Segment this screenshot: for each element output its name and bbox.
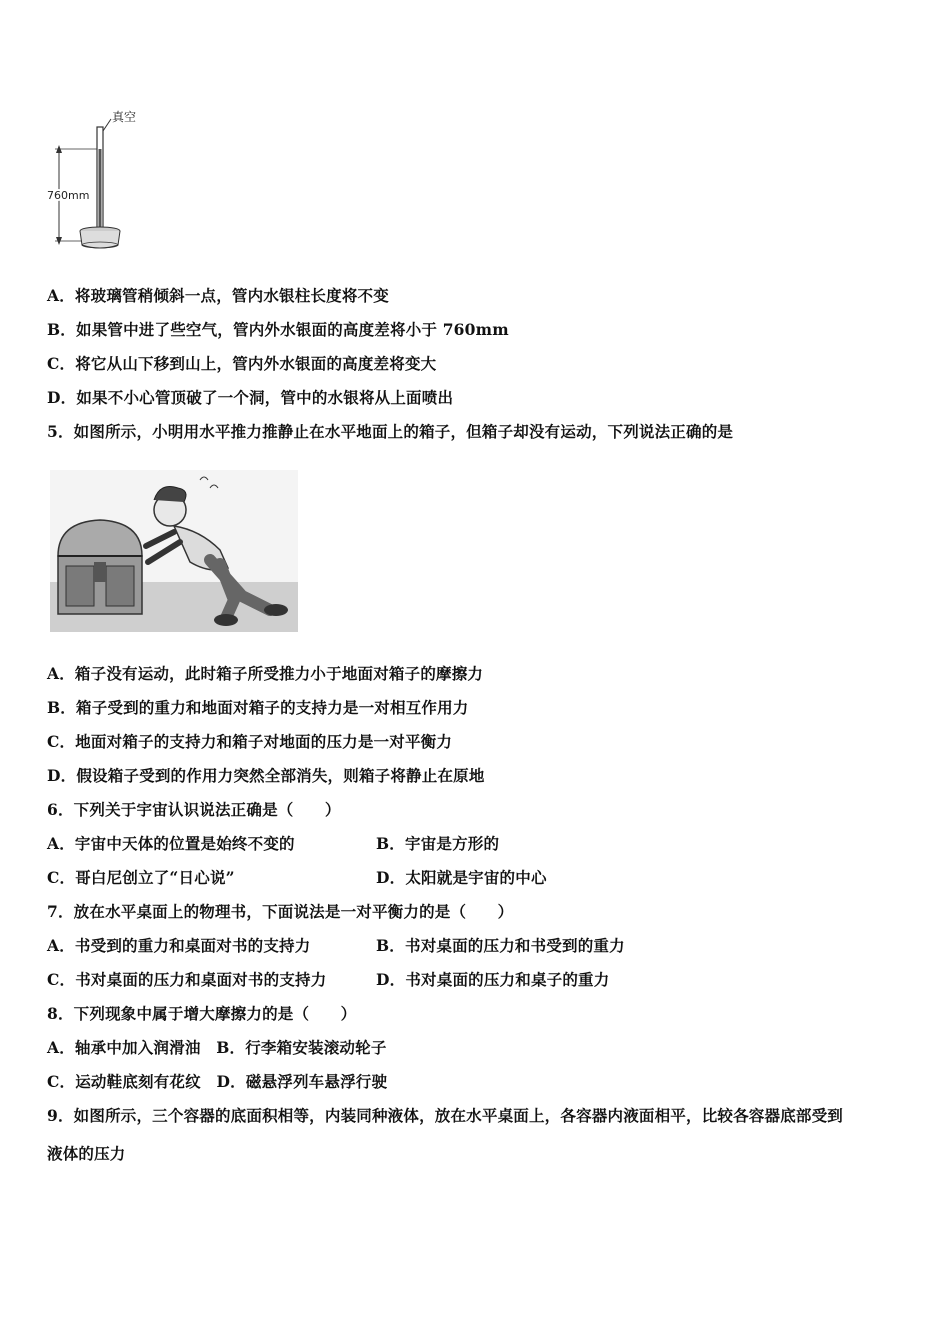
q4-option-d: D．如果不小心管顶破了一个洞，管中的水银将从上面喷出	[47, 388, 454, 407]
height-label: 760mm	[47, 189, 90, 202]
q7-stem: 7．放在水平桌面上的物理书，下面说法是一对平衡力的是（ ）	[47, 902, 514, 921]
q4-option-b: B．如果管中进了些空气，管内外水银面的高度差将小于 760mm	[47, 320, 509, 339]
q6-option-c: C．哥白尼创立了“日心说”	[47, 868, 235, 887]
q8-options-ab: A．轴承中加入润滑油 B．行李箱安装滚动轮子	[47, 1038, 387, 1057]
q9-stem-line2: 液体的压力	[47, 1144, 126, 1163]
q4-option-a: A．将玻璃管稍倾斜一点，管内水银柱长度将不变	[47, 286, 389, 305]
q9-stem-line1: 9．如图所示，三个容器的底面积相等，内装同种液体，放在水平桌面上，各容器内液面相平，比较各容器底部受到	[47, 1106, 843, 1125]
boy-pushing-box-figure	[50, 470, 298, 632]
q7-option-c: C．书对桌面的压力和桌面对书的支持力	[47, 970, 327, 989]
q6-option-b: B．宇宙是方形的	[376, 834, 500, 853]
q8-options-cd: C．运动鞋底刻有花纹 D．磁悬浮列车悬浮行驶	[47, 1072, 388, 1091]
q5-option-d: D．假设箱子受到的作用力突然全部消失，则箱子将静止在原地	[47, 766, 485, 785]
q7-option-b: B．书对桌面的压力和书受到的重力	[376, 936, 625, 955]
q6-option-a: A．宇宙中天体的位置是始终不变的	[47, 834, 295, 853]
q5-option-b: B．箱子受到的重力和地面对箱子的支持力是一对相互作用力	[47, 698, 469, 717]
q8-stem: 8．下列现象中属于增大摩擦力的是（ ）	[47, 1004, 357, 1023]
q6-option-d: D．太阳就是宇宙的中心	[376, 868, 547, 887]
q7-option-d: D．书对桌面的压力和桌子的重力	[376, 970, 610, 989]
q5-stem: 5．如图所示，小明用水平推力推静止在水平地面上的箱子，但箱子却没有运动，下列说法正确的是	[47, 422, 734, 441]
q6-stem: 6．下列关于宇宙认识说法正确是（ ）	[47, 800, 341, 819]
vacuum-label: 真空	[112, 110, 137, 124]
q7-option-a: A．书受到的重力和桌面对书的支持力	[47, 936, 311, 955]
q5-option-a: A．箱子没有运动，此时箱子所受推力小于地面对箱子的摩擦力	[47, 664, 484, 683]
q4-option-c: C．将它从山下移到山上，管内外水银面的高度差将变大	[47, 354, 437, 373]
q5-option-c: C．地面对箱子的支持力和箱子对地面的压力是一对平衡力	[47, 732, 453, 751]
barometer-figure	[45, 105, 155, 250]
